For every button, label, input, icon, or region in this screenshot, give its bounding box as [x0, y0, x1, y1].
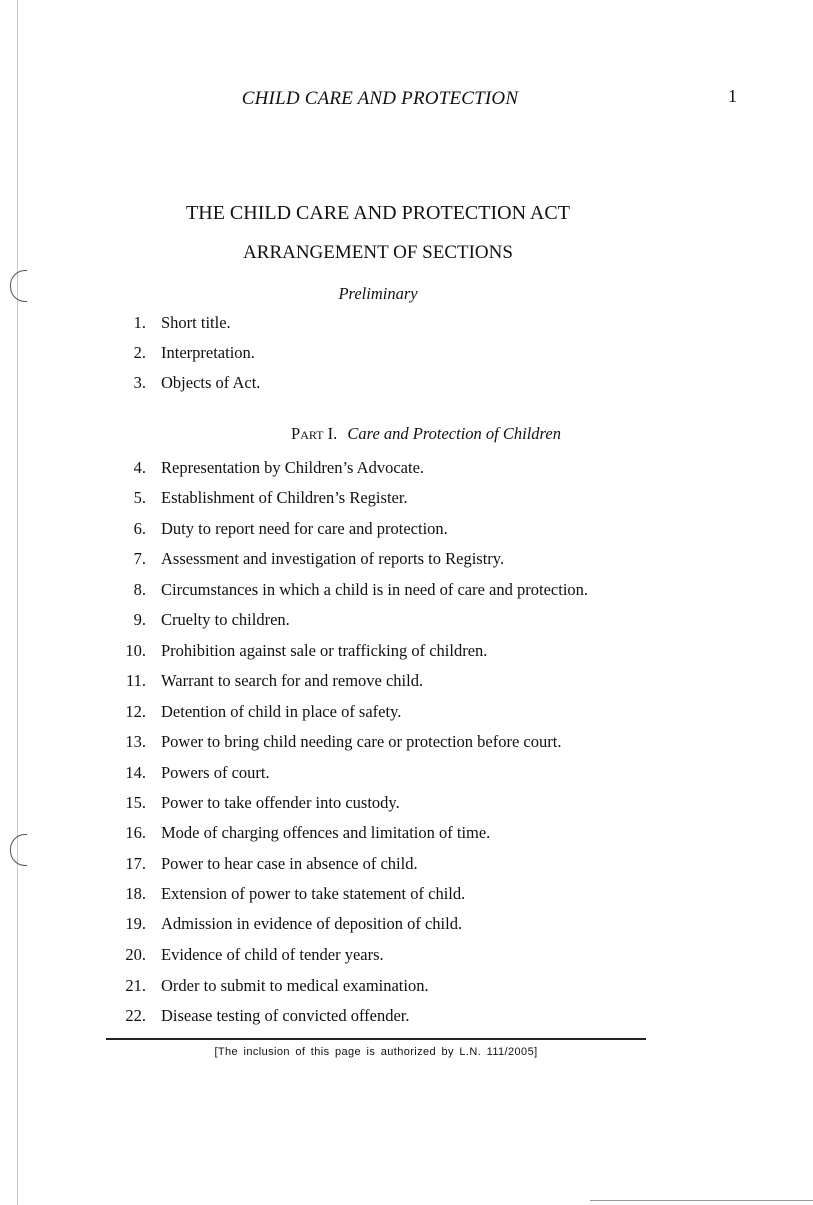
- footer-rule: [106, 1038, 646, 1040]
- section-title: Establishment of Children’s Register.: [161, 488, 408, 507]
- section-title: Order to submit to medical examination.: [161, 976, 429, 995]
- section-title: Short title.: [161, 313, 231, 332]
- section-number: 4.: [133, 458, 146, 477]
- part-title: Care and Protection of Children: [347, 424, 561, 443]
- scan-bottom-edge: [590, 1200, 813, 1201]
- section-title: Mode of charging offences and limitation of time.: [161, 823, 491, 842]
- section-number: 17.: [125, 854, 146, 873]
- section-title: Representation by Children’s Advocate.: [161, 458, 425, 477]
- section-title: Prohibition against sale or trafficking of children.: [161, 641, 488, 660]
- section-number: 10.: [125, 641, 146, 660]
- section-number: 3.: [133, 373, 146, 392]
- section-number: 13.: [125, 732, 146, 751]
- section-title: Power to hear case in absence of child.: [161, 854, 418, 873]
- arrangement-title: ARRANGEMENT OF SECTIONS: [243, 242, 513, 263]
- section-number: 6.: [133, 519, 146, 538]
- section-title: Circumstances in which a child is in need of care and protection.: [161, 580, 589, 599]
- section-title: Cruelty to children.: [161, 610, 290, 629]
- binder-hole-mark: [10, 834, 27, 866]
- section-title: Objects of Act.: [161, 373, 261, 392]
- act-title: THE CHILD CARE AND PROTECTION ACT: [186, 202, 570, 224]
- section-number: 9.: [133, 610, 146, 629]
- section-number: 12.: [125, 702, 146, 721]
- section-number: 19.: [125, 914, 146, 933]
- section-title: Detention of child in place of safety.: [161, 702, 402, 721]
- section-number: 11.: [125, 671, 146, 690]
- section-title: Interpretation.: [161, 343, 255, 362]
- section-title: Admission in evidence of deposition of child.: [161, 914, 463, 933]
- section-title: Extension of power to take statement of child.: [161, 884, 466, 903]
- section-title: Power to take offender into custody.: [161, 793, 400, 812]
- section-number: 2.: [133, 343, 146, 362]
- section-title: Duty to report need for care and protection.: [161, 519, 448, 538]
- section-number: 18.: [125, 884, 146, 903]
- running-head: CHILD CARE AND PROTECTION: [241, 88, 519, 109]
- part-heading: [48, 424, 804, 444]
- section-number: 14.: [125, 763, 146, 782]
- section-title: Warrant to search for and remove child.: [161, 671, 424, 690]
- section-title: Power to bring child needing care or protection before court.: [161, 732, 562, 751]
- authorization-footer: [The inclusion of this page is authorized by L.N. 111/2005]: [214, 1046, 538, 1058]
- section-title: Assessment and investigation of reports to Registry.: [161, 549, 505, 568]
- section-number: 21.: [125, 976, 146, 995]
- section-title: Powers of court.: [161, 763, 270, 782]
- section-number: 1.: [133, 313, 146, 332]
- section-number: 8.: [133, 580, 146, 599]
- section-number: 7.: [133, 549, 146, 568]
- section-title: Evidence of child of tender years.: [161, 945, 384, 964]
- preliminary-heading: Preliminary: [338, 284, 418, 303]
- part-label: Part I.: [291, 424, 338, 443]
- page-number: 1: [728, 86, 737, 106]
- scan-left-edge: [17, 0, 18, 1205]
- section-number: 16.: [125, 823, 146, 842]
- section-number: 20.: [125, 945, 146, 964]
- section-number: 5.: [133, 488, 146, 507]
- section-number: 15.: [125, 793, 146, 812]
- section-title: Disease testing of convicted offender.: [161, 1006, 410, 1025]
- section-number: 22.: [125, 1006, 146, 1025]
